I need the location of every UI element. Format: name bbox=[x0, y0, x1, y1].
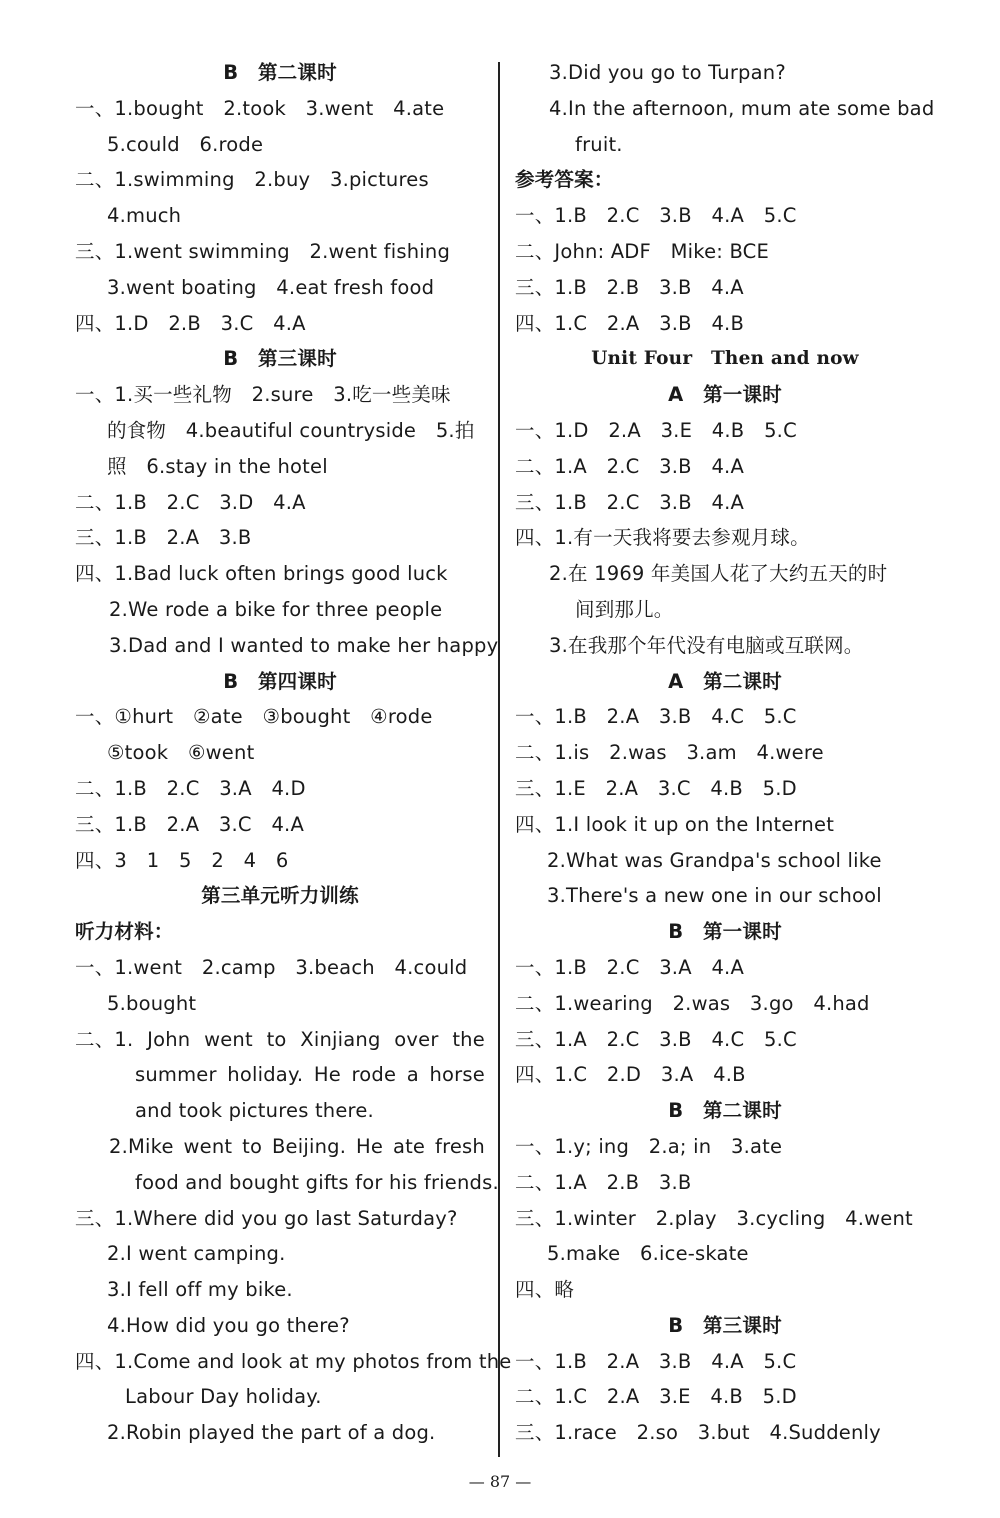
page-number: — 87 — bbox=[468, 1472, 532, 1491]
left-line: 2.We rode a bike for three people bbox=[109, 597, 443, 621]
left-line: 四、3 1 5 2 4 6 bbox=[75, 848, 289, 872]
right-line: 四、1.C 2.D 3.A 4.B bbox=[515, 1063, 746, 1087]
right-line: 3.在我那个年代没有电脑或互联网。 bbox=[549, 633, 864, 657]
left-line: 三、1.went swimming 2.went fishing bbox=[75, 239, 451, 263]
column-divider bbox=[498, 62, 500, 1457]
left-line: 2.Robin played the part of a dog. bbox=[107, 1421, 436, 1445]
left-line: 二、1.swimming 2.buy 3.pictures bbox=[75, 168, 429, 192]
right-line: 三、1.E 2.A 3.C 4.B 5.D bbox=[515, 776, 797, 800]
left-line: 照 6.stay in the hotel bbox=[107, 454, 328, 478]
left-line: food and bought gifts for his friends. bbox=[135, 1170, 499, 1194]
left-line: 四、1.Bad luck often brings good luck bbox=[75, 562, 448, 586]
right-line: 一、1.B 2.A 3.B 4.C 5.C bbox=[515, 705, 797, 729]
left-line: 二、1.B 2.C 3.D 4.A bbox=[75, 490, 306, 514]
left-line: 听力材料： bbox=[75, 920, 174, 944]
left-line: 二、1. John went to Xinjiang over the bbox=[75, 1027, 485, 1051]
left-line: 4.How did you go there? bbox=[107, 1313, 350, 1337]
left-line: 的食物 4.beautiful countryside 5.拍 bbox=[107, 418, 475, 442]
right-line: 一、1.D 2.A 3.E 4.B 5.C bbox=[515, 418, 797, 442]
left-line: 一、①hurt ②ate ③bought ④rode bbox=[75, 705, 433, 729]
right-line: 二、1.C 2.A 3.E 4.B 5.D bbox=[515, 1385, 797, 1409]
left-line: 4.much bbox=[107, 204, 182, 228]
left-line: B 第三课时 bbox=[223, 347, 337, 371]
right-line: 二、John: ADF Mike: BCE bbox=[515, 239, 770, 263]
right-line: B 第三课时 bbox=[668, 1313, 782, 1337]
left-line: 一、1.went 2.camp 3.beach 4.could bbox=[75, 955, 468, 979]
right-line: 二、1.is 2.was 3.am 4.were bbox=[515, 741, 824, 765]
left-line: 四、1.D 2.B 3.C 4.A bbox=[75, 311, 306, 335]
left-line: B 第四课时 bbox=[223, 669, 337, 693]
right-line: 2.What was Grandpa's school like bbox=[547, 848, 882, 872]
left-line: 3.I fell off my bike. bbox=[107, 1278, 293, 1302]
right-line: 三、1.A 2.C 3.B 4.C 5.C bbox=[515, 1027, 797, 1051]
right-line: 一、1.y; ing 2.a; in 3.ate bbox=[515, 1134, 783, 1158]
left-line: 5.bought bbox=[107, 991, 197, 1015]
right-line: 四、略 bbox=[515, 1278, 575, 1302]
left-line: 3.Dad and I wanted to make her happy bbox=[109, 633, 499, 657]
right-line: 三、1.winter 2.play 3.cycling 4.went bbox=[515, 1206, 913, 1230]
right-line: 二、1.wearing 2.was 3.go 4.had bbox=[515, 991, 870, 1015]
left-line: 三、1.Where did you go last Saturday? bbox=[75, 1206, 458, 1230]
right-line: A 第二课时 bbox=[668, 669, 782, 693]
left-line: 一、1.买一些礼物 2.sure 3.吃一些美味 bbox=[75, 383, 451, 407]
right-line: 三、1.B 2.C 3.B 4.A bbox=[515, 490, 745, 514]
right-line: 三、1.B 2.B 3.B 4.A bbox=[515, 275, 744, 299]
left-line: 一、1.bought 2.took 3.went 4.ate bbox=[75, 96, 445, 120]
left-line: B 第二课时 bbox=[223, 61, 337, 84]
right-line: 四、1.I look it up on the Internet bbox=[515, 812, 835, 836]
left-line: 3.went boating 4.eat fresh food bbox=[107, 275, 435, 299]
right-line: B 第二课时 bbox=[668, 1099, 782, 1123]
right-line: 四、1.有一天我将要去参观月球。 bbox=[515, 526, 810, 550]
right-column bbox=[515, 55, 935, 1451]
right-line: 4.In the afternoon, mum ate some bad bbox=[549, 96, 935, 120]
left-line: 2.I went camping. bbox=[107, 1242, 286, 1266]
left-line: 三、1.B 2.A 3.C 4.A bbox=[75, 812, 304, 836]
right-line: 二、1.A 2.C 3.B 4.A bbox=[515, 454, 744, 478]
right-line: 一、1.B 2.C 3.B 4.A 5.C bbox=[515, 204, 797, 228]
right-line: 三、1.race 2.so 3.but 4.Suddenly bbox=[515, 1421, 881, 1445]
right-line: A 第一课时 bbox=[668, 383, 782, 407]
right-line: 5.make 6.ice-skate bbox=[547, 1242, 749, 1266]
right-line: 2.在 1969 年美国人花了大约五天的时 bbox=[549, 562, 888, 586]
left-line: 2.Mike went to Beijing. He ate fresh bbox=[109, 1134, 485, 1158]
left-line: 二、1.B 2.C 3.A 4.D bbox=[75, 776, 306, 800]
right-line: 3.There's a new one in our school bbox=[547, 884, 882, 908]
right-line: fruit. bbox=[575, 132, 623, 156]
left-line: 四、1.Come and look at my photos from the bbox=[75, 1349, 512, 1373]
right-line: 间到那儿。 bbox=[575, 597, 674, 621]
left-column bbox=[75, 55, 512, 1451]
left-line: summer holiday. He rode a horse bbox=[135, 1063, 485, 1087]
right-line: 参考答案： bbox=[515, 168, 614, 192]
right-line: 四、1.C 2.A 3.B 4.B bbox=[515, 311, 745, 335]
right-line: 一、1.B 2.A 3.B 4.A 5.C bbox=[515, 1349, 797, 1373]
left-line: 第三单元听力训练 bbox=[201, 884, 359, 908]
left-line: ⑤took ⑥went bbox=[107, 741, 255, 765]
left-line: Labour Day holiday. bbox=[125, 1385, 322, 1409]
left-line: and took pictures there. bbox=[135, 1099, 374, 1123]
right-line: 二、1.A 2.B 3.B bbox=[515, 1170, 692, 1194]
right-line: B 第一课时 bbox=[668, 920, 782, 944]
right-line: 3.Did you go to Turpan? bbox=[549, 61, 786, 84]
right-line: 一、1.B 2.C 3.A 4.A bbox=[515, 955, 744, 979]
right-line: Unit Four Then and now bbox=[591, 348, 859, 370]
left-line: 三、1.B 2.A 3.B bbox=[75, 526, 252, 550]
left-line: 5.could 6.rode bbox=[107, 132, 264, 156]
